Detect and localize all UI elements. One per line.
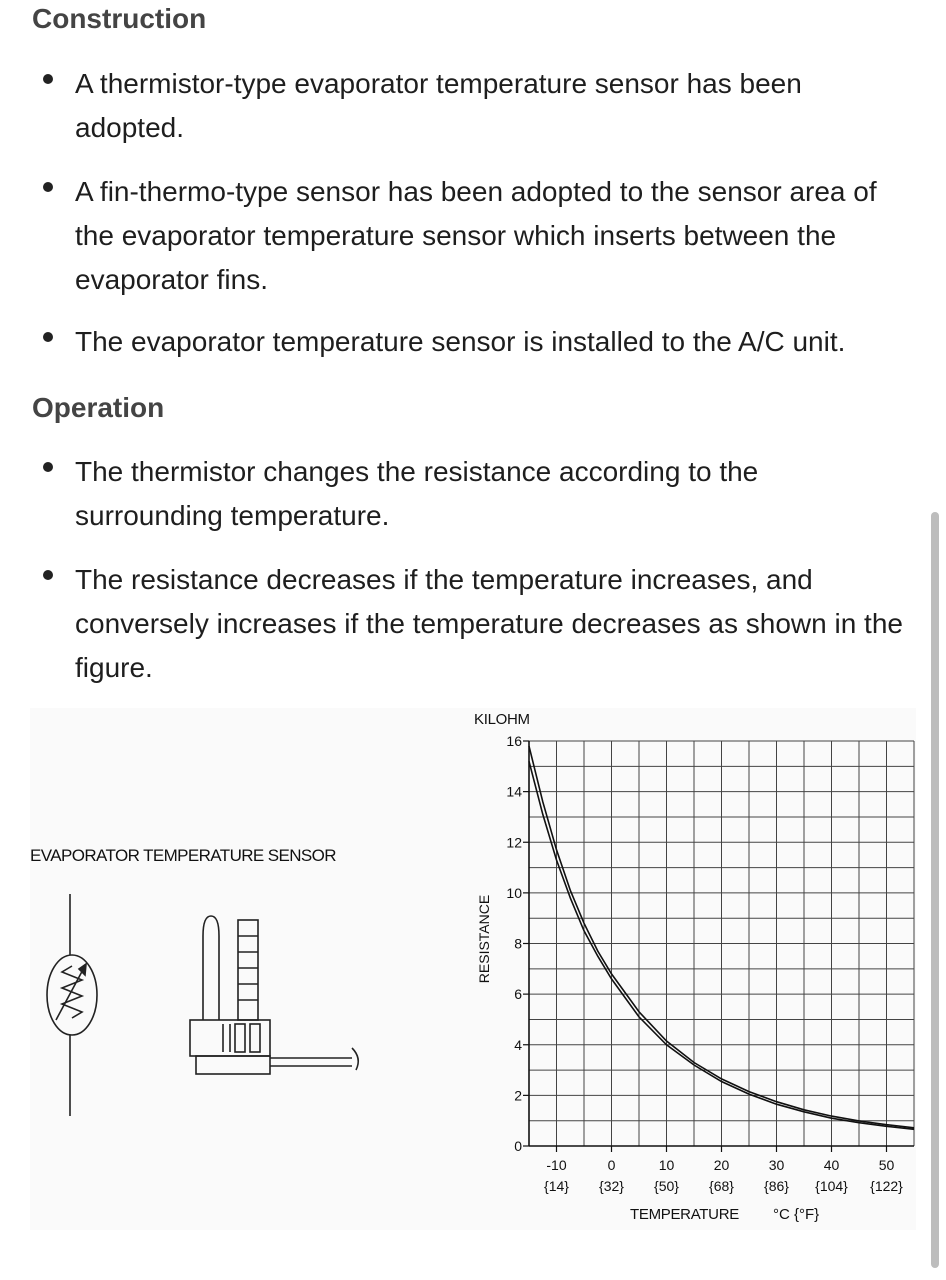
bullet-text: A thermistor-type evaporator temperature sensor has been adopted. — [75, 68, 802, 143]
x-axis-label: TEMPERATURE — [630, 1206, 739, 1223]
y-tick-label: 2 — [514, 1087, 522, 1104]
thermistor-symbol-icon — [47, 894, 97, 1116]
list-item — [40, 450, 910, 538]
y-tick-label: 4 — [514, 1036, 522, 1053]
bullet-text: The resistance decreases if the temperature increases, and conversely increases if the temperature decreases as shown in the figure. — [75, 564, 903, 683]
x-tick-label-celsius: 20 — [713, 1157, 730, 1173]
x-tick-label-fahrenheit: {104} — [815, 1178, 848, 1194]
list-item — [40, 170, 910, 302]
sensor-label: EVAPORATOR TEMPERATURE SENSOR — [30, 846, 336, 865]
x-tick-label-celsius: 10 — [658, 1157, 675, 1173]
figure-canvas — [30, 708, 916, 1230]
bullet-text: The thermistor changes the resistance according to the surrounding temperature. — [75, 456, 759, 531]
operation-heading: Operation — [32, 392, 165, 423]
y-tick-label: 14 — [506, 783, 522, 800]
x-tick-label-celsius: 30 — [768, 1157, 785, 1173]
x-tick-label-celsius: 50 — [878, 1157, 895, 1173]
y-tick-label: 8 — [514, 935, 522, 952]
sensor-figure — [30, 708, 916, 1230]
sensor-body-icon — [190, 916, 358, 1074]
list-item — [40, 320, 910, 364]
y-unit-label: KILOHM — [474, 711, 530, 728]
scrollbar[interactable] — [931, 512, 939, 1268]
y-axis-label: RESISTANCE — [476, 894, 492, 984]
x-tick-label-celsius: 40 — [823, 1157, 840, 1173]
list-item — [40, 558, 910, 690]
bullet-icon — [43, 570, 53, 580]
y-tick-label: 16 — [506, 733, 522, 749]
x-tick-label-fahrenheit: {122} — [870, 1178, 903, 1194]
bullet-text: The evaporator temperature sensor is installed to the A/C unit. — [75, 326, 846, 357]
x-unit-label: °C {°F} — [773, 1206, 820, 1223]
construction-heading: Construction — [32, 3, 207, 34]
y-tick-label: 12 — [506, 834, 522, 851]
y-tick-label: 0 — [514, 1138, 522, 1154]
bullet-icon — [43, 332, 53, 342]
bullet-icon — [43, 462, 53, 472]
bullet-icon — [43, 182, 53, 192]
x-tick-label-fahrenheit: {14} — [544, 1178, 569, 1194]
x-tick-label-fahrenheit: {32} — [599, 1178, 624, 1194]
x-tick-label-fahrenheit: {68} — [709, 1178, 734, 1194]
list-item — [40, 62, 910, 150]
x-tick-label-fahrenheit: {86} — [764, 1178, 789, 1194]
y-tick-label: 6 — [514, 986, 522, 1003]
bullet-icon — [43, 74, 53, 84]
x-tick-label-fahrenheit: {50} — [654, 1178, 679, 1194]
x-tick-label-celsius: -10 — [546, 1157, 567, 1173]
x-tick-label-celsius: 0 — [607, 1157, 616, 1173]
bullet-text: A fin-thermo-type sensor has been adopted to the sensor area of the evaporator temperature sensor which inserts between the evaporator fins. — [75, 176, 877, 295]
y-tick-label: 10 — [506, 884, 522, 901]
